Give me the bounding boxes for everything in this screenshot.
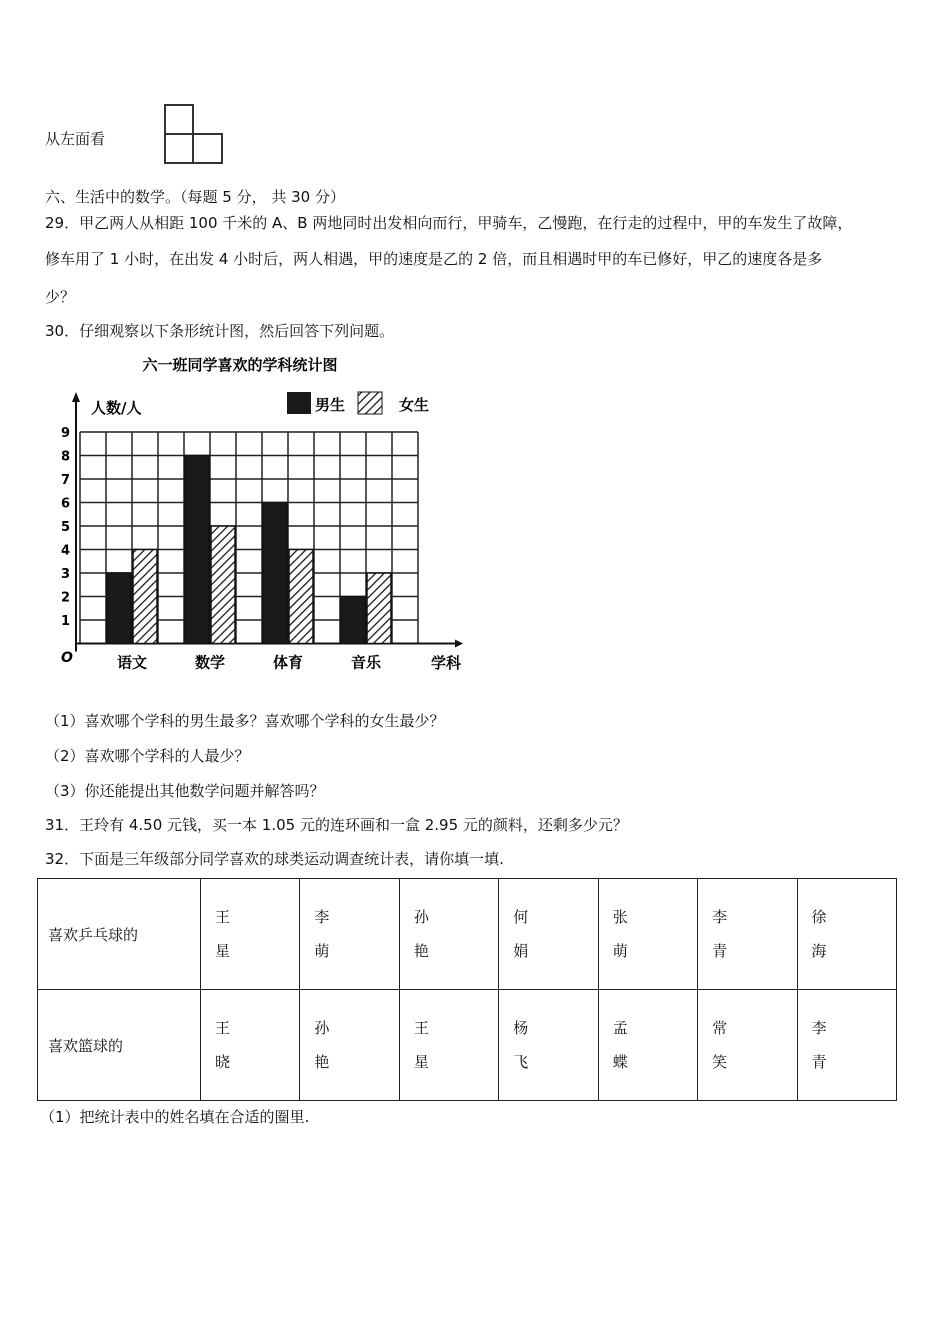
left-view-label: 从左面看 xyxy=(45,130,106,148)
y-tick-label: 4 xyxy=(61,543,71,559)
name-cell xyxy=(499,990,598,1101)
name-char: 飞 xyxy=(513,1053,529,1071)
name-char: 孙 xyxy=(314,1019,330,1037)
chart-title: 六一班同学喜欢的学科统计图 xyxy=(142,356,338,374)
name-cell xyxy=(797,990,896,1101)
survey-table xyxy=(37,878,897,1101)
name-cell xyxy=(598,879,697,990)
name-char: 娟 xyxy=(513,942,529,960)
name-char: 笑 xyxy=(712,1053,728,1071)
name-cell xyxy=(698,879,797,990)
name-char: 艳 xyxy=(314,1053,330,1071)
x-tick-label: 音乐 xyxy=(350,653,382,672)
legend-swatch-boys xyxy=(287,392,311,414)
bar-girls-1 xyxy=(211,526,235,644)
name-char: 蝶 xyxy=(612,1053,628,1071)
name-char: 孟 xyxy=(612,1019,628,1037)
y-axis-label: 人数/人 xyxy=(91,399,142,417)
name-char: 王 xyxy=(215,908,231,926)
name-char: 萌 xyxy=(612,942,628,960)
x-tick-label: 数学 xyxy=(194,653,226,672)
x-tick-label: 语文 xyxy=(116,653,148,672)
name-cell xyxy=(300,990,399,1101)
name-char: 星 xyxy=(215,942,231,960)
name-char: 何 xyxy=(513,908,529,926)
y-axis-arrow xyxy=(72,392,80,402)
y-tick-label: 3 xyxy=(61,567,71,582)
bar-boys-2 xyxy=(263,503,287,644)
name-char: 青 xyxy=(811,1053,827,1071)
q29-line2: 修车用了 1 小时，在出发 4 小时后，两人相遇，甲的速度是乙的 2 倍，而且相遇时甲的车已修好，甲乙的速度各是多 xyxy=(45,250,823,268)
bar-girls-2 xyxy=(289,550,313,644)
y-tick-label: 7 xyxy=(61,473,71,488)
q30-sub2: （2）喜欢哪个学科的人最少？ xyxy=(45,747,250,765)
name-char: 海 xyxy=(811,942,827,960)
name-char: 王 xyxy=(413,1019,429,1037)
name-cell xyxy=(300,879,399,990)
x-tick-label: 体育 xyxy=(272,653,304,672)
q30-text: 30．仔细观察以下条形统计图，然后回答下列问题。 xyxy=(45,322,395,340)
name-cell xyxy=(399,879,498,990)
q31-text: 31．王玲有 4.50 元钱，买一本 1.05 元的连环画和一盒 2.95 元的颜料，还剩多少元？ xyxy=(45,816,628,834)
q30-sub1: （1）喜欢哪个学科的男生最多？喜欢哪个学科的女生最少？ xyxy=(45,712,445,730)
bar-girls-0 xyxy=(133,550,157,644)
name-char: 晓 xyxy=(215,1053,231,1071)
legend-label-girls: 女生 xyxy=(399,396,430,414)
name-char: 星 xyxy=(413,1053,429,1071)
y-tick-label: 6 xyxy=(61,496,71,512)
name-cell xyxy=(201,990,300,1101)
name-char: 徐 xyxy=(811,908,827,926)
name-char: 张 xyxy=(612,908,628,926)
bar-girls-3 xyxy=(367,573,391,644)
name-char: 李 xyxy=(314,908,330,926)
q32-text: 32．下面是三年级部分同学喜欢的球类运动调查统计表，请你填一填. xyxy=(45,850,504,868)
name-char: 杨 xyxy=(513,1019,529,1037)
row-label: 喜欢乒乓球的 xyxy=(38,879,201,990)
name-cell xyxy=(797,879,896,990)
row-label: 喜欢篮球的 xyxy=(38,990,201,1101)
bar-boys-1 xyxy=(185,456,209,644)
name-char: 青 xyxy=(712,942,728,960)
name-char: 李 xyxy=(811,1019,827,1037)
table-row xyxy=(38,879,897,990)
origin-label: O xyxy=(61,650,73,666)
y-tick-label: 8 xyxy=(61,449,71,465)
name-char: 孙 xyxy=(413,908,429,926)
x-axis-arrow xyxy=(455,640,463,648)
name-cell xyxy=(499,879,598,990)
name-char: 艳 xyxy=(413,942,429,960)
name-char: 李 xyxy=(712,908,728,926)
y-tick-label: 2 xyxy=(61,590,71,606)
q29-line3: 少？ xyxy=(45,288,76,306)
x-axis-label: 学科 xyxy=(431,654,462,672)
name-cell xyxy=(698,990,797,1101)
y-tick-label: 1 xyxy=(61,614,71,629)
section-title: 六、生活中的数学。（每题 5 分， 共 30 分） xyxy=(45,188,345,206)
name-cell xyxy=(399,990,498,1101)
name-char: 萌 xyxy=(314,942,330,960)
legend-label-boys: 男生 xyxy=(315,396,346,414)
legend-swatch-girls xyxy=(358,392,382,414)
name-cell xyxy=(201,879,300,990)
y-tick-label: 9 xyxy=(61,426,71,441)
table-row xyxy=(38,990,897,1101)
bar-chart xyxy=(55,350,475,680)
name-cell xyxy=(598,990,697,1101)
bar-boys-0 xyxy=(107,573,131,644)
q32-sub1: （1）把统计表中的姓名填在合适的圈里. xyxy=(40,1108,310,1126)
y-tick-label: 5 xyxy=(61,520,71,535)
q30-sub3: （3）你还能提出其他数学问题并解答吗？ xyxy=(45,782,325,800)
name-char: 常 xyxy=(712,1019,728,1037)
bar-boys-3 xyxy=(341,597,365,644)
q29-line1: 29．甲乙两人从相距 100 千米的 A、B 两地同时出发相向而行，甲骑车，乙慢跑，在行走的过程中，甲的车发生了故障， xyxy=(45,214,853,232)
name-char: 王 xyxy=(215,1019,231,1037)
